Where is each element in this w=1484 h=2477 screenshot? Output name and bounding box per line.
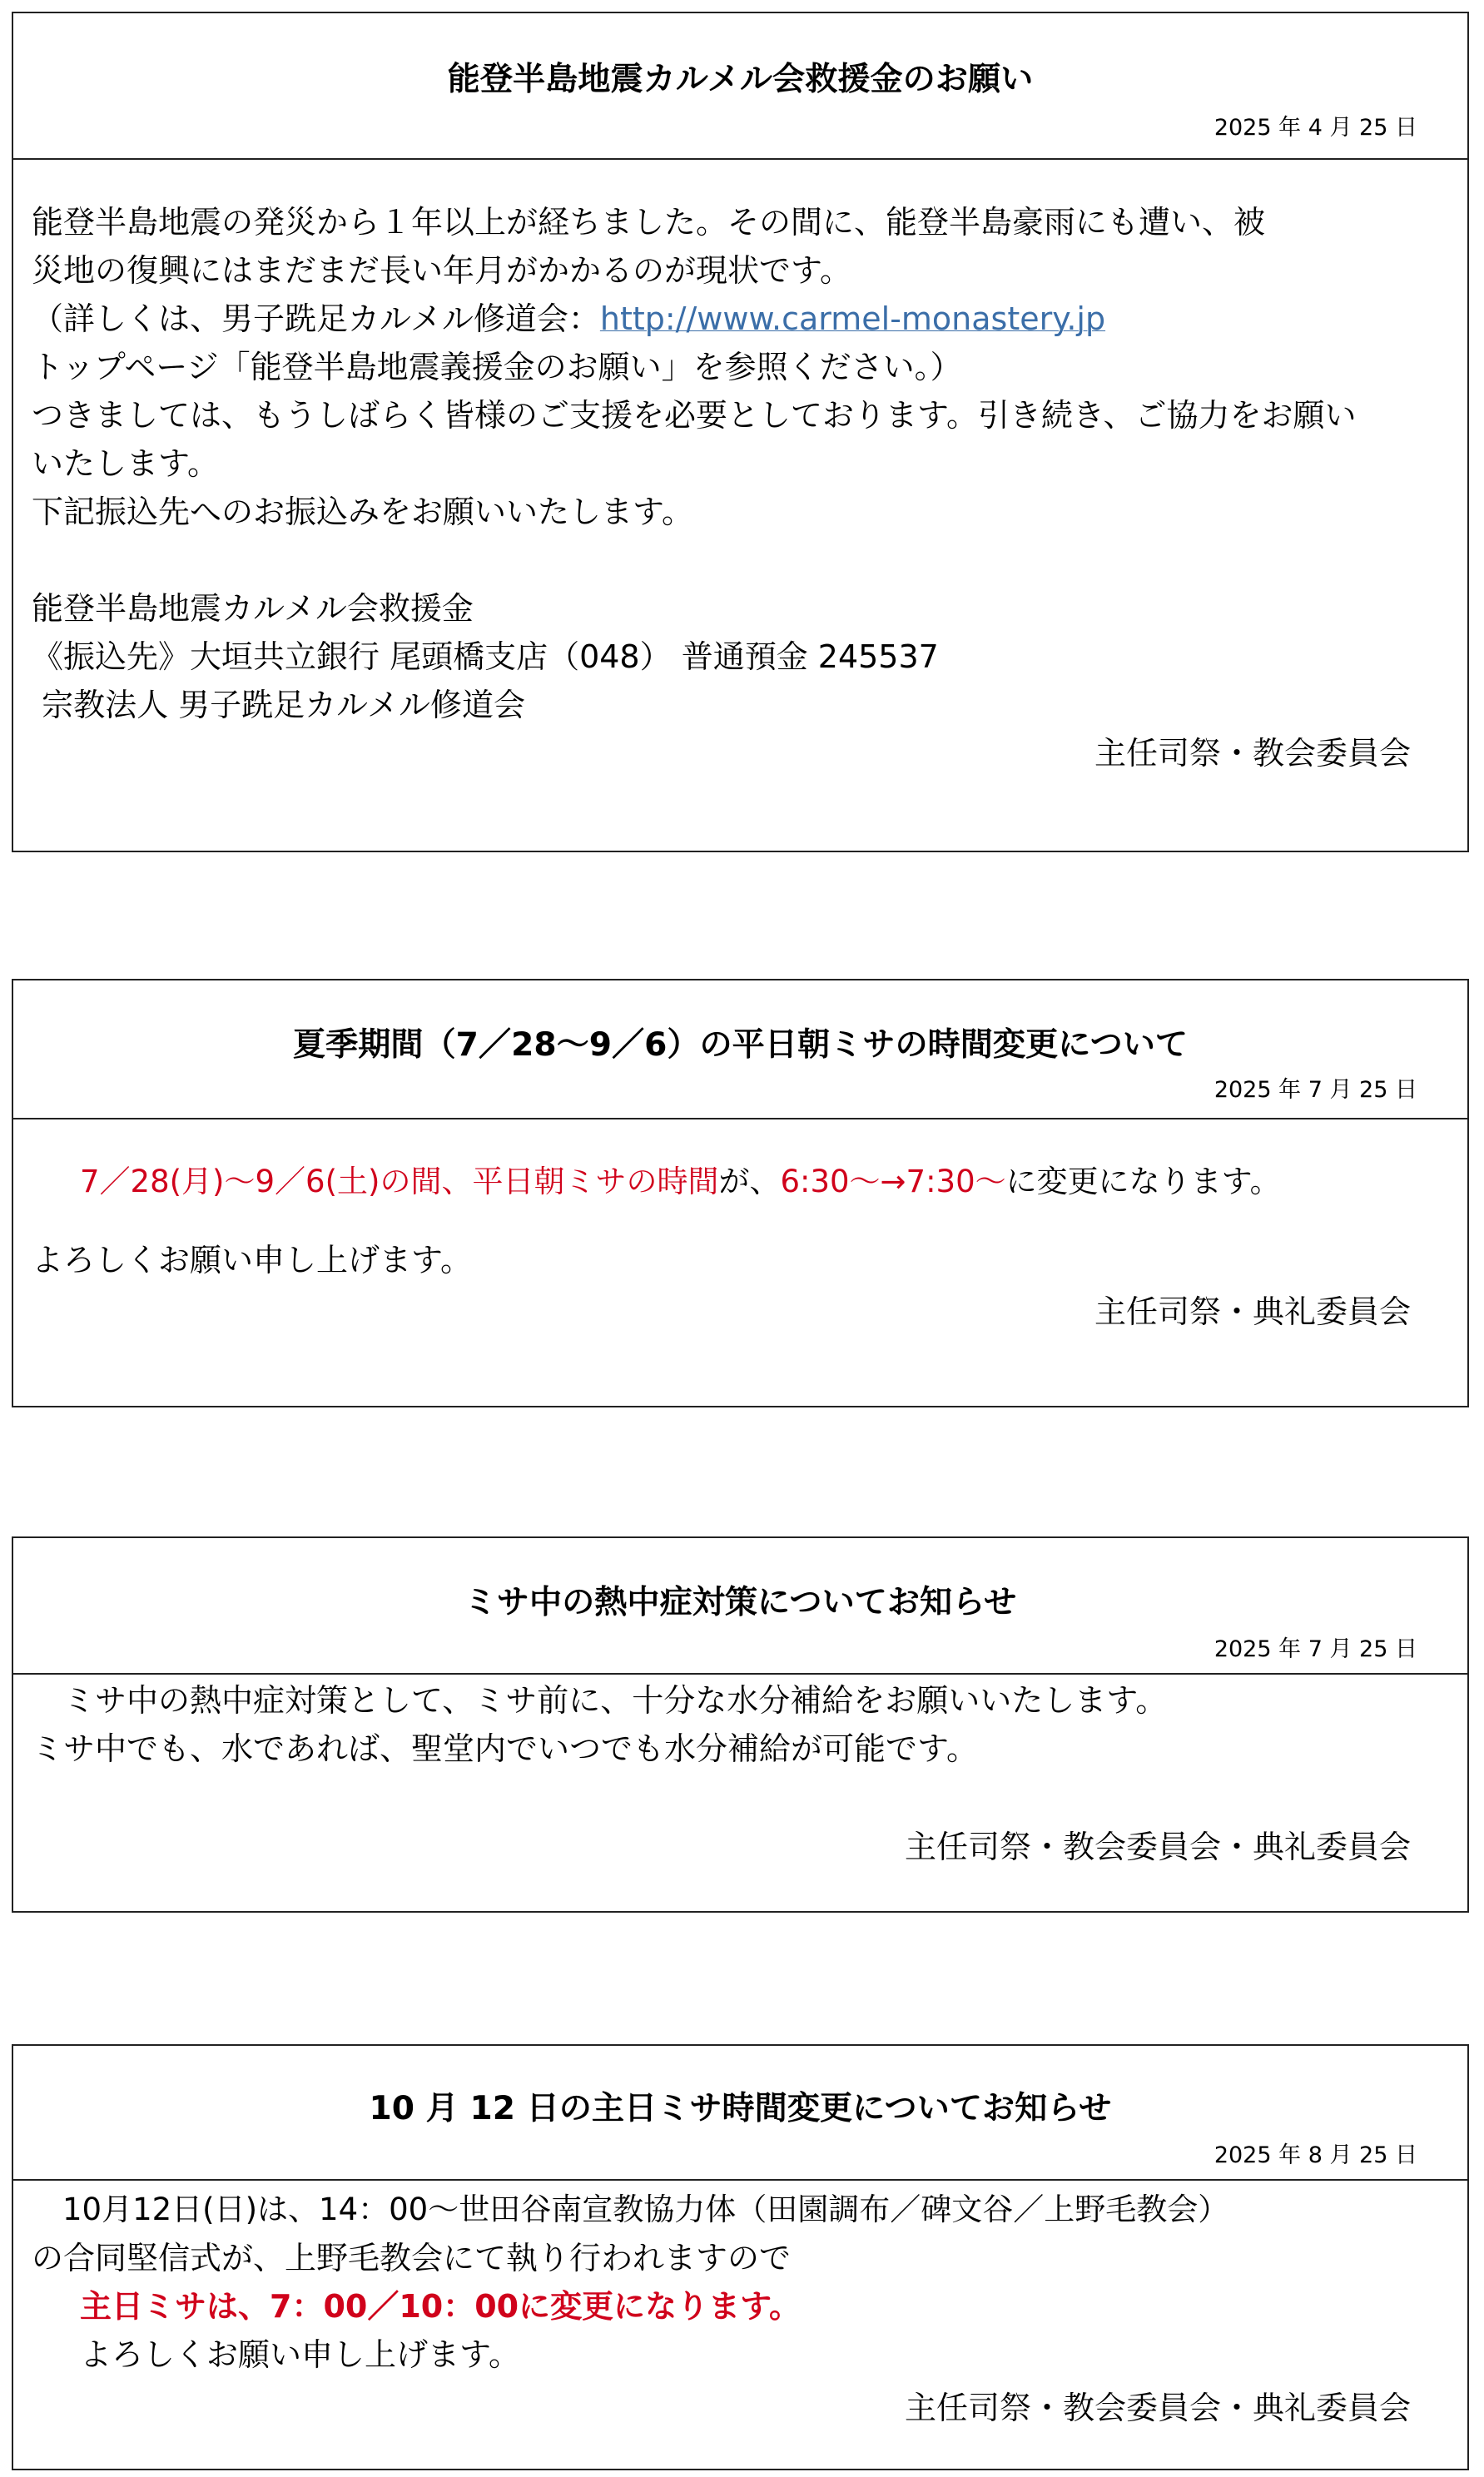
notice-noto-relief-fund [12,12,1469,852]
notice-title: ミサ中の熱中症対策についてお知らせ [464,1584,1017,1621]
body-line: いたします。 [32,445,219,482]
period-text: 7／28(月)～9／6(土)の間、平日朝ミサの時間 [80,1164,719,1199]
notice-header [13,13,1467,160]
body-line: 災地の復興にはまだまだ長い年月がかかるのが現状です。 [32,252,851,289]
signature: 主任司祭・教会委員会・典礼委員会 [904,2390,1411,2426]
time-change-text: 6:30～→7:30～ [780,1164,1006,1199]
body-line: つきましては、もうしばらく皆様のご支援を必要としております。引き続き、ご協力をお願い [32,397,1357,434]
notice-heatstroke [12,1536,1469,1913]
connector-text: が、 [718,1164,781,1199]
closing-line: よろしくお願い申し上げます。 [80,2336,520,2373]
notice-oct12-mass-time [12,2044,1469,2470]
notice-title: 夏季期間（7／28～9／6）の平日朝ミサの時間変更について [292,1026,1189,1064]
body-line: トップページ「能登半島地震義援金のお願い」を参照ください。） [32,349,962,385]
notice-date: 2025 年 7 月 25 日 [1214,1636,1417,1662]
body-line: ミサ中でも、水であれば、聖堂内でいつでも水分補給が可能です。 [32,1730,978,1767]
closing-line: よろしくお願い申し上げます。 [32,1242,472,1278]
bank-account: 《振込先》大垣共立銀行 尾頭橋支店（048） 普通預金 245537 [32,638,939,675]
body-line: ミサ中の熱中症対策として、ミサ前に、十分な水分補給をお願いいたします。 [32,1682,1168,1719]
change-suffix-text: に変更になります。 [1005,1164,1281,1199]
carmel-website-link[interactable]: http://www.carmel-monastery.jp [599,300,1106,337]
notice-date: 2025 年 7 月 25 日 [1214,1077,1417,1103]
signature: 主任司祭・教会委員会・典礼委員会 [904,1829,1411,1865]
notice-date: 2025 年 4 月 25 日 [1214,115,1417,141]
notice-title: 能登半島地震カルメル会救援金のお願い [447,61,1034,98]
body-line: 能登半島地震の発災から１年以上が経ちました。その間に、能登半島豪雨にも遭い、被 [32,204,1266,241]
notice-header [13,1538,1467,1675]
account-holder: 宗教法人 男子跣足カルメル修道会 [32,687,526,723]
notice-header [13,980,1467,1119]
signature: 主任司祭・典礼委員会 [1094,1293,1411,1330]
notice-title: 10 月 12 日の主日ミサ時間変更についてお知らせ [369,2090,1112,2127]
body-line: 下記振込先へのお振込みをお願いいたします。 [32,494,693,530]
body-line: 10月12日(日)は、14：00～世田谷南宣教協力体（田園調布／碑文谷／上野毛教会） [32,2192,1229,2227]
reference-prefix: （詳しくは、男子跣足カルメル修道会： [32,300,600,337]
body-line: の合同堅信式が、上野毛教会にて執り行われますので [32,2240,792,2276]
signature: 主任司祭・教会委員会 [1094,735,1411,772]
notice-header [13,2046,1467,2181]
schedule-change-line [80,1163,1281,1201]
notice-summer-mass-time [12,979,1469,1407]
fund-name: 能登半島地震カルメル会救援金 [32,590,474,627]
notice-date: 2025 年 8 月 25 日 [1214,2142,1417,2168]
reference-line [32,300,1105,338]
mass-time-emphasis: 主日ミサは、7：00／10：00に変更になります。 [80,2288,802,2325]
